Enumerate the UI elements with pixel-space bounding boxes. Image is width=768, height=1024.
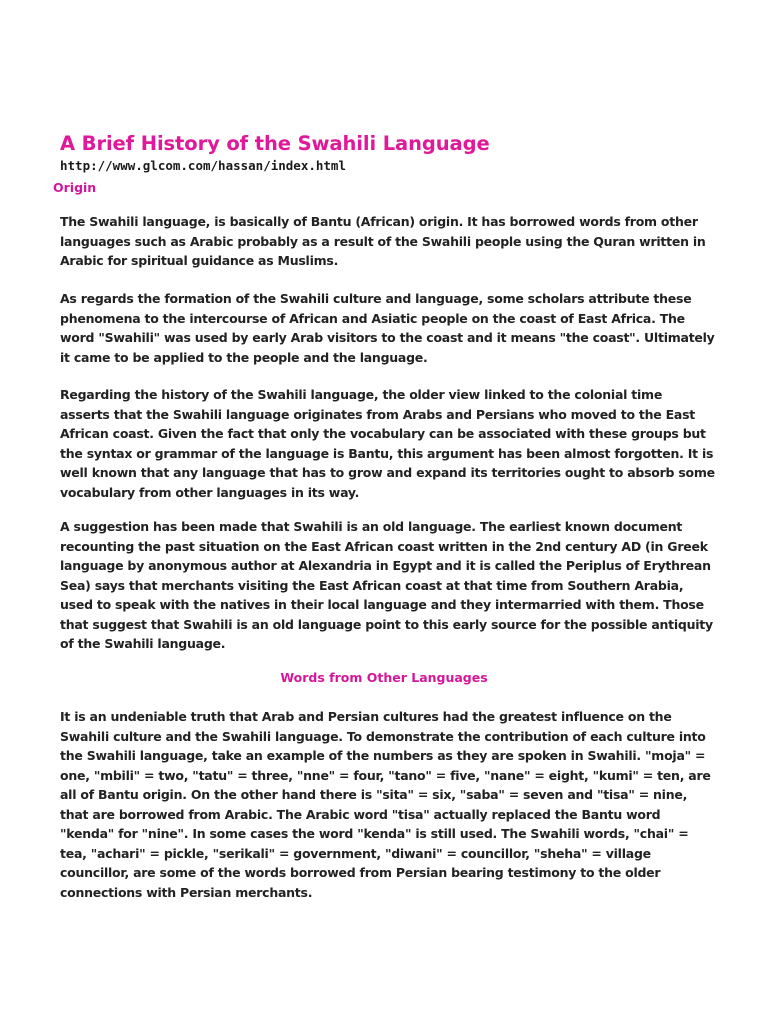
- paragraph-origin-2: As regards the formation of the Swahili culture and language, some scholars attribute these phenomena to the intercourse of African and Asiatic people on the coast of East Africa. The word "Swahili" was used by early Arab visitors to the coast and it means "the coast". Ultimately it came to be applied to the people and the language.: [60, 291, 715, 365]
- section-heading-origin: Origin: [53, 180, 97, 195]
- document-title: A Brief History of the Swahili Language: [60, 132, 490, 155]
- section-heading-words-from-other-languages: Words from Other Languages: [280, 670, 488, 685]
- source-url: http://www.glcom.com/hassan/index.html: [60, 158, 346, 173]
- paragraph-origin-3: Regarding the history of the Swahili language, the older view linked to the colonial time asserts that the Swahili language originates from Arabs and Persians who moved to the East African coast. Given the fact that only the vocabulary can be associated with these groups but the syntax or grammar of the language is Bantu, this argument has been almost forgotten. It is well known that any language that has to grow and expand its territories ought to absorb some vocabulary from other languages in its way.: [60, 387, 715, 500]
- paragraph-origin-1: The Swahili language, is basically of Bantu (African) origin. It has borrowed words from other languages such as Arabic probably as a result of the Swahili people using the Quran written in Arabic for spiritual guidance as Muslims.: [60, 214, 706, 268]
- paragraph-origin-4: A suggestion has been made that Swahili is an old language. The earliest known document recounting the past situation on the East African coast written in the 2nd century AD (in Greek language by anonymous author at Alexandria in Egypt and it is called the Periplus of Erythrean Sea) says that merchants visiting the East African coast at that time from Southern Arabia, used to speak with the natives in their local language and they intermarried with them. Those that suggest that Swahili is an old language point to this early source for the possible antiquity of the Swahili language.: [60, 519, 713, 651]
- paragraph-words-1: It is an undeniable truth that Arab and Persian cultures had the greatest influence on the Swahili culture and the Swahili language. To demonstrate the contribution of each culture into the Swahili language, take an example of the numbers as they are spoken in Swahili. "moja" = one, "mbili" = two, "tatu" = three, "nne" = four, "tano" = five, "nane" = eight, "kumi" = ten, are all of Bantu origin. On the other hand there is "sita" = six, "saba" = seven and "tisa" = nine, that are borrowed from Arabic. The Arabic word "tisa" actually replaced the Bantu word "kenda" for "nine". In some cases the word "kenda" is still used. The Swahili words, "chai" = tea, "achari" = pickle, "serikali" = government, "diwani" = councillor, "sheha" = village councillor, are some of the words borrowed from Persian bearing testimony to the older connections with Persian merchants.: [60, 709, 711, 900]
